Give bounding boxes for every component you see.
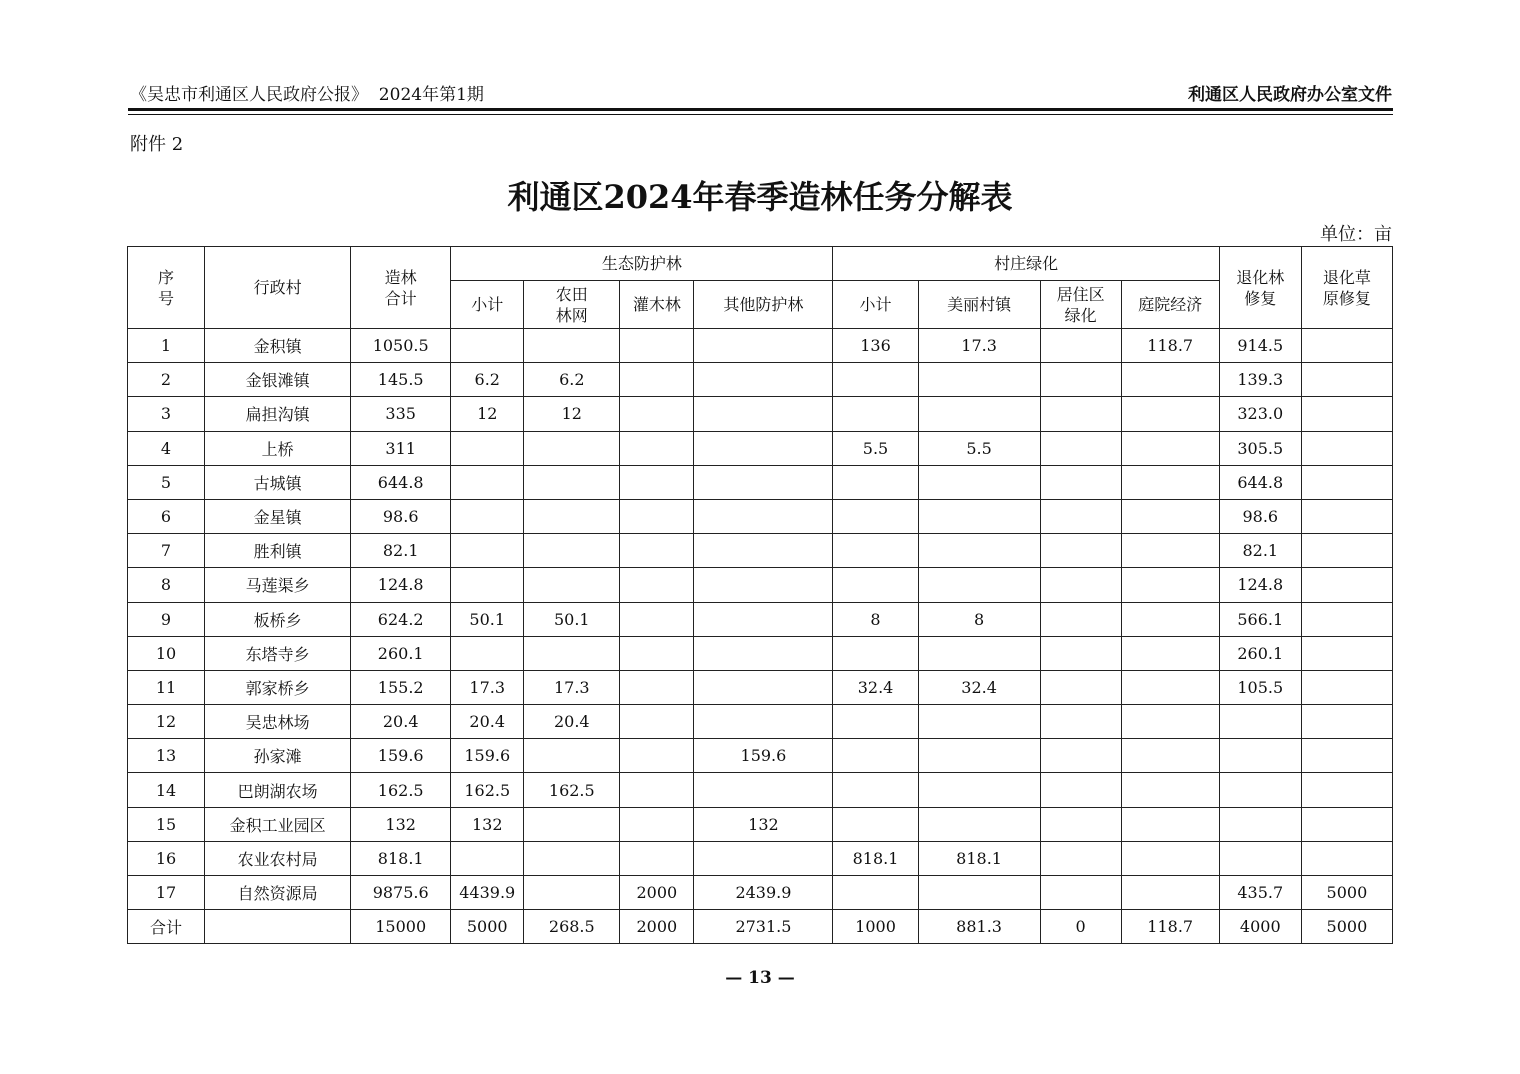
table-cell <box>918 636 1040 670</box>
table-cell <box>1301 773 1392 807</box>
table-cell <box>833 534 918 568</box>
table-cell: 818.1 <box>918 841 1040 875</box>
table-cell: 50.1 <box>451 602 524 636</box>
table-cell: 13 <box>128 739 205 773</box>
header-village: 行政村 <box>205 247 351 329</box>
table-cell: 82.1 <box>1219 534 1301 568</box>
table-cell: 132 <box>451 807 524 841</box>
table-cell: 12 <box>524 397 620 431</box>
attachment-label: 附件 2 <box>130 134 184 155</box>
table-cell <box>833 465 918 499</box>
table-cell <box>620 773 694 807</box>
table-cell <box>1301 568 1392 602</box>
table-cell <box>1121 602 1219 636</box>
table-cell <box>694 329 833 363</box>
village-name-cell: 上桥 <box>205 431 351 465</box>
table-cell: 17.3 <box>451 670 524 704</box>
table-cell <box>1301 807 1392 841</box>
header-beautiful: 美丽村镇 <box>918 281 1040 329</box>
table-cell: 124.8 <box>1219 568 1301 602</box>
table-cell: 162.5 <box>351 773 451 807</box>
village-name-cell: 古城镇 <box>205 465 351 499</box>
table-cell <box>918 465 1040 499</box>
table-cell <box>1040 670 1121 704</box>
table-cell <box>1121 739 1219 773</box>
afforestation-task-table <box>127 246 1393 944</box>
village-name-cell: 巴朗湖农场 <box>205 773 351 807</box>
table-cell <box>1040 876 1121 910</box>
table-cell: 15 <box>128 807 205 841</box>
table-cell <box>833 807 918 841</box>
table-cell <box>524 431 620 465</box>
table-cell <box>1301 329 1392 363</box>
table-cell: 914.5 <box>1219 329 1301 363</box>
table-cell <box>833 499 918 533</box>
table-row <box>128 499 1393 533</box>
table-cell: 818.1 <box>351 841 451 875</box>
table-cell <box>1121 773 1219 807</box>
table-cell <box>1301 499 1392 533</box>
table-cell <box>1219 841 1301 875</box>
table-cell <box>694 363 833 397</box>
table-cell <box>918 397 1040 431</box>
table-row <box>128 329 1393 363</box>
table-cell: 32.4 <box>833 670 918 704</box>
table-cell: 624.2 <box>351 602 451 636</box>
unit-label: 单位：亩 <box>1320 224 1392 245</box>
table-row <box>128 841 1393 875</box>
table-cell <box>1040 431 1121 465</box>
table-cell: 323.0 <box>1219 397 1301 431</box>
table-cell <box>524 568 620 602</box>
table-cell <box>918 705 1040 739</box>
table-cell <box>833 363 918 397</box>
table-cell: 1000 <box>833 910 918 944</box>
table-cell <box>1121 465 1219 499</box>
table-cell <box>694 670 833 704</box>
table-cell <box>1040 841 1121 875</box>
table-cell: 合计 <box>128 910 205 944</box>
village-name-cell: 郭家桥乡 <box>205 670 351 704</box>
table-cell <box>694 568 833 602</box>
table-cell: 881.3 <box>918 910 1040 944</box>
table-cell: 5000 <box>451 910 524 944</box>
table-cell <box>1219 773 1301 807</box>
table-cell <box>694 431 833 465</box>
village-name-cell: 孙家滩 <box>205 739 351 773</box>
table-cell: 435.7 <box>1219 876 1301 910</box>
table-cell: 260.1 <box>1219 636 1301 670</box>
table-cell <box>1301 363 1392 397</box>
table-cell <box>694 841 833 875</box>
table-cell <box>524 876 620 910</box>
table-cell: 132 <box>694 807 833 841</box>
table-cell: 1050.5 <box>351 329 451 363</box>
table-cell <box>1121 705 1219 739</box>
table-row <box>128 568 1393 602</box>
table-cell: 15000 <box>351 910 451 944</box>
table-cell: 305.5 <box>1219 431 1301 465</box>
table-cell <box>694 499 833 533</box>
table-row <box>128 910 1393 944</box>
header-index: 序号 <box>128 247 205 329</box>
table-cell <box>1301 602 1392 636</box>
table-cell <box>1301 431 1392 465</box>
table-cell: 2000 <box>620 910 694 944</box>
table-cell <box>1040 739 1121 773</box>
table-cell: 98.6 <box>351 499 451 533</box>
table-row <box>128 670 1393 704</box>
table-cell: 8 <box>918 602 1040 636</box>
table-cell: 8 <box>833 602 918 636</box>
table-cell <box>918 534 1040 568</box>
table-cell <box>620 534 694 568</box>
table-cell <box>918 499 1040 533</box>
table-cell: 132 <box>351 807 451 841</box>
table-cell: 82.1 <box>351 534 451 568</box>
table-cell: 20.4 <box>524 705 620 739</box>
village-name-cell: 马莲渠乡 <box>205 568 351 602</box>
table-cell <box>620 602 694 636</box>
header-village-subtotal: 小计 <box>833 281 918 329</box>
table-cell: 162.5 <box>524 773 620 807</box>
header-residential: 居住区绿化 <box>1040 281 1121 329</box>
table-cell <box>918 363 1040 397</box>
table-cell: 32.4 <box>918 670 1040 704</box>
header-eco-group: 生态防护林 <box>451 247 833 281</box>
table-cell <box>524 841 620 875</box>
table-cell <box>1301 670 1392 704</box>
table-cell <box>1040 534 1121 568</box>
table-cell <box>1121 499 1219 533</box>
gazette-header-left: 《吴忠市利通区人民政府公报》 2024年第1期 <box>130 85 484 105</box>
table-cell <box>694 705 833 739</box>
table-row <box>128 739 1393 773</box>
table-cell: 311 <box>351 431 451 465</box>
table-cell <box>1301 636 1392 670</box>
table-cell: 260.1 <box>351 636 451 670</box>
gazette-header-right: 利通区人民政府办公室文件 <box>1188 85 1392 105</box>
header-rule-thick <box>128 108 1393 111</box>
table-cell: 118.7 <box>1121 910 1219 944</box>
village-name-cell: 金银滩镇 <box>205 363 351 397</box>
header-forest-restore: 退化林修复 <box>1219 247 1301 329</box>
table-cell <box>1121 431 1219 465</box>
table-row <box>128 363 1393 397</box>
table-cell: 2 <box>128 363 205 397</box>
table-cell: 268.5 <box>524 910 620 944</box>
table-cell: 6.2 <box>524 363 620 397</box>
table-cell <box>1219 705 1301 739</box>
table-cell <box>451 636 524 670</box>
table-cell <box>524 807 620 841</box>
village-name-cell: 吴忠林场 <box>205 705 351 739</box>
table-cell: 105.5 <box>1219 670 1301 704</box>
table-cell <box>1040 499 1121 533</box>
table-cell: 2000 <box>620 876 694 910</box>
table-cell <box>833 568 918 602</box>
table-cell <box>1121 568 1219 602</box>
village-name-cell: 板桥乡 <box>205 602 351 636</box>
table-cell <box>620 431 694 465</box>
table-cell: 6.2 <box>451 363 524 397</box>
table-cell <box>451 329 524 363</box>
table-cell <box>694 602 833 636</box>
header-village-group: 村庄绿化 <box>833 247 1219 281</box>
table-cell <box>1040 807 1121 841</box>
table-cell <box>524 739 620 773</box>
header-eco-subtotal: 小计 <box>451 281 524 329</box>
table-cell <box>918 773 1040 807</box>
table-cell: 124.8 <box>351 568 451 602</box>
table-cell: 145.5 <box>351 363 451 397</box>
table-cell <box>833 397 918 431</box>
table-cell: 139.3 <box>1219 363 1301 397</box>
table-cell: 5.5 <box>918 431 1040 465</box>
table-cell <box>620 329 694 363</box>
village-name-cell: 金星镇 <box>205 499 351 533</box>
table-cell <box>620 499 694 533</box>
table-cell <box>451 431 524 465</box>
table-cell: 12 <box>451 397 524 431</box>
table-cell <box>1219 739 1301 773</box>
header-farmland: 农田林网 <box>524 281 620 329</box>
village-name-cell: 金积工业园区 <box>205 807 351 841</box>
table-cell: 162.5 <box>451 773 524 807</box>
table-cell: 6 <box>128 499 205 533</box>
table-cell <box>1121 397 1219 431</box>
header-other: 其他防护林 <box>694 281 833 329</box>
table-cell <box>524 636 620 670</box>
table-cell: 566.1 <box>1219 602 1301 636</box>
table-cell: 335 <box>351 397 451 431</box>
table-cell: 11 <box>128 670 205 704</box>
village-name-cell: 东塔寺乡 <box>205 636 351 670</box>
page-number: — 13 — <box>725 968 795 988</box>
table-cell <box>833 876 918 910</box>
table-cell <box>918 876 1040 910</box>
table-row <box>128 773 1393 807</box>
table-cell <box>1301 465 1392 499</box>
table-cell <box>1121 841 1219 875</box>
table-cell <box>1219 807 1301 841</box>
table-cell <box>620 568 694 602</box>
table-cell <box>620 739 694 773</box>
table-header <box>128 247 1393 329</box>
table-cell <box>694 534 833 568</box>
table-cell: 98.6 <box>1219 499 1301 533</box>
village-name-cell: 金积镇 <box>205 329 351 363</box>
table-row <box>128 465 1393 499</box>
table-cell <box>918 568 1040 602</box>
table-cell: 159.6 <box>694 739 833 773</box>
table-cell <box>451 499 524 533</box>
table-cell <box>1040 397 1121 431</box>
table-cell: 2731.5 <box>694 910 833 944</box>
table-cell <box>1301 739 1392 773</box>
table-cell <box>1121 670 1219 704</box>
table-cell <box>1040 636 1121 670</box>
header-grass-restore: 退化草原修复 <box>1301 247 1392 329</box>
table-cell: 8 <box>128 568 205 602</box>
table-cell: 818.1 <box>833 841 918 875</box>
table-cell: 4000 <box>1219 910 1301 944</box>
table-cell: 118.7 <box>1121 329 1219 363</box>
table-cell <box>1301 534 1392 568</box>
table-cell <box>833 773 918 807</box>
table-row <box>128 876 1393 910</box>
table-cell <box>1121 534 1219 568</box>
header-shrub: 灌木林 <box>620 281 694 329</box>
table-cell <box>694 636 833 670</box>
page-title: 利通区2024年春季造林任务分解表 <box>507 178 1013 216</box>
table-cell: 4 <box>128 431 205 465</box>
table-cell: 20.4 <box>351 705 451 739</box>
table-cell <box>620 465 694 499</box>
table-cell: 5.5 <box>833 431 918 465</box>
table-cell: 5 <box>128 465 205 499</box>
table-cell <box>524 534 620 568</box>
table-cell <box>694 397 833 431</box>
table-cell: 5000 <box>1301 910 1392 944</box>
table-cell <box>833 739 918 773</box>
table-cell <box>1040 465 1121 499</box>
table-cell <box>1121 876 1219 910</box>
table-cell <box>451 568 524 602</box>
header-total: 造林合计 <box>351 247 451 329</box>
table-row <box>128 397 1393 431</box>
table-cell <box>620 807 694 841</box>
table-cell: 20.4 <box>451 705 524 739</box>
table-cell <box>1301 841 1392 875</box>
table-cell <box>1040 329 1121 363</box>
table-cell: 17.3 <box>918 329 1040 363</box>
table-cell <box>833 636 918 670</box>
table-cell: 50.1 <box>524 602 620 636</box>
table-cell: 16 <box>128 841 205 875</box>
table-cell: 155.2 <box>351 670 451 704</box>
table-cell: 3 <box>128 397 205 431</box>
table-cell: 9875.6 <box>351 876 451 910</box>
table-cell <box>620 841 694 875</box>
table-row <box>128 705 1393 739</box>
table-cell: 1 <box>128 329 205 363</box>
table-cell: 0 <box>1040 910 1121 944</box>
table-cell: 7 <box>128 534 205 568</box>
header-rule-thin <box>128 114 1393 115</box>
village-name-cell: 农业农村局 <box>205 841 351 875</box>
table-cell <box>1040 773 1121 807</box>
table-cell <box>451 534 524 568</box>
table-cell <box>694 773 833 807</box>
table-cell: 4439.9 <box>451 876 524 910</box>
table-cell: 14 <box>128 773 205 807</box>
table-row <box>128 431 1393 465</box>
table-row <box>128 602 1393 636</box>
table-cell: 644.8 <box>351 465 451 499</box>
village-name-cell: 自然资源局 <box>205 876 351 910</box>
table-cell <box>1121 807 1219 841</box>
table-cell <box>918 807 1040 841</box>
table-cell <box>1121 636 1219 670</box>
table-cell <box>918 739 1040 773</box>
village-name-cell: 胜利镇 <box>205 534 351 568</box>
table-cell <box>1301 705 1392 739</box>
table-cell <box>524 499 620 533</box>
village-name-cell <box>205 910 351 944</box>
table-cell <box>1040 568 1121 602</box>
village-name-cell: 扁担沟镇 <box>205 397 351 431</box>
table-row <box>128 636 1393 670</box>
table-cell <box>1040 705 1121 739</box>
table-body <box>128 329 1393 944</box>
table-cell <box>620 397 694 431</box>
table-cell <box>524 329 620 363</box>
table-cell <box>1040 363 1121 397</box>
table-cell <box>620 670 694 704</box>
table-cell <box>1301 397 1392 431</box>
table-cell: 12 <box>128 705 205 739</box>
table-cell <box>1040 602 1121 636</box>
table-cell: 159.6 <box>451 739 524 773</box>
table-cell <box>451 465 524 499</box>
table-cell: 644.8 <box>1219 465 1301 499</box>
header-courtyard: 庭院经济 <box>1121 281 1219 329</box>
table-cell <box>833 705 918 739</box>
table-cell <box>620 705 694 739</box>
table-cell: 136 <box>833 329 918 363</box>
table-cell: 17 <box>128 876 205 910</box>
table-cell <box>524 465 620 499</box>
table-cell: 2439.9 <box>694 876 833 910</box>
table-cell: 9 <box>128 602 205 636</box>
table-cell <box>1121 363 1219 397</box>
table-cell: 10 <box>128 636 205 670</box>
table-cell <box>451 841 524 875</box>
table-cell: 5000 <box>1301 876 1392 910</box>
table-cell: 17.3 <box>524 670 620 704</box>
table-row <box>128 534 1393 568</box>
table-cell: 159.6 <box>351 739 451 773</box>
table-cell <box>620 363 694 397</box>
table-cell <box>620 636 694 670</box>
table-cell <box>694 465 833 499</box>
table-row <box>128 807 1393 841</box>
